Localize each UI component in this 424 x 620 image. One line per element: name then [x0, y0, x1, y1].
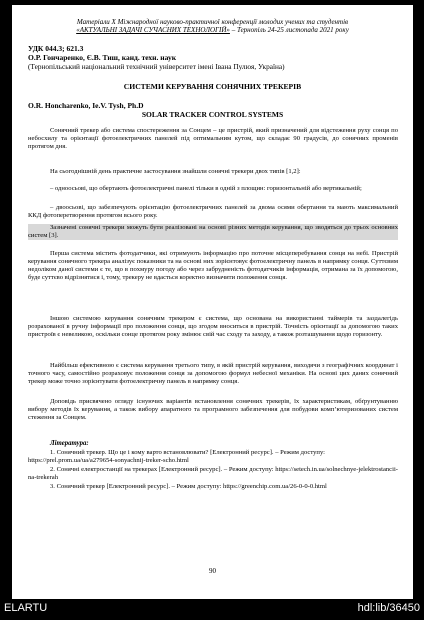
- conference-date: – Тернопіль 24-25 листопада 2021 року: [229, 26, 349, 34]
- affiliation: (Тернопільський національний технічний університет імені Івана Пулюя, Україна): [28, 62, 285, 71]
- page-number: 90: [209, 567, 216, 575]
- authors-en: O.R. Honcharenko, Ie.V. Tysh, Ph.D: [28, 101, 144, 110]
- list-item-dual-axis: – двоосьові, що забезпечують орієнтацію фотоелектричних панелей за двома осями обертання та мають максимальний ККД фотоперетворення протягом всього року.: [28, 204, 398, 220]
- paragraph-summary: Доповідь присвячено огляду існуючих варіантів встановлення сонячних трекерів, їх характеристикам, обґрунтуванню вибору методів їх керування, а також вибору апаратного та програмного забезпечення для побудови комп’ютеризованих систем стеження за Сонцем.: [28, 398, 398, 422]
- paragraph-control-methods: Зазначені сонячні трекери можуть бути реалізовані на основі різних методів керування, що зводяться до трьох основних систем [3].: [28, 224, 398, 240]
- handle-identifier: hdl:lib/36450: [357, 602, 420, 614]
- reference-item: 3. Сонячний трекер [Електронний ресурс]. – Режим доступу: https://greenchip.com.ua/26-0-0-0.html: [50, 483, 327, 490]
- title-en: SOLAR TRACKER CONTROL SYSTEMS: [141, 110, 284, 119]
- references-heading: Література:: [50, 440, 89, 447]
- title-ua: СИСТЕМИ КЕРУВАННЯ СОНЯЧНИХ ТРЕКЕРІВ: [123, 82, 302, 91]
- paragraph-second-system: Іншою системою керування сонячним трекером є система, що основана на використанні таймерів та заздалегідь розрахованої в ручну інформації про положення сонця, що згодом вноситься в пристрій. Точність орієнтації за допомогою таких пристроїв є невеликою, оскільки сонце протягом року змінює свій час сходу та заходу, а також розташування щодо горизонту.: [28, 315, 398, 339]
- list-item-single-axis: – одноосьові, що обертають фотоелектричні панелі тільки в одній з площин: горизонтальній або вертикальній;: [50, 185, 362, 192]
- paragraph-third-system: Найбільш ефективною є система керування третього типу, в якій пристрій керування, виходячи з географічних координат і точного часу, самостійно розраховує положення сонця за допомогою формул небесної механіки. На основі цих даних сонячний трекер може точно зорієнтувати фотоелектричну панель в напрямку сонця.: [28, 362, 398, 386]
- reference-item: 2. Сонячні електростанції на трекерах [Електронний ресурс]. – Режим доступу: https://setech.in.ua/solnechnye-jelektrostancii-na-trekerah: [28, 466, 398, 482]
- conference-header-line-2: [32, 27, 393, 35]
- udk-code: УДК 044.3; 621.3: [28, 44, 84, 53]
- authors-ua: О.Р. Гончаренко, Є.В. Тиш, канд. техн. наук: [28, 53, 177, 62]
- conference-header-line-1: Матеріали Х Міжнародної науково-практичної конференції молодих учених та студентів: [76, 18, 349, 26]
- paragraph-intro: Сонячний трекер або система спостереження за Сонцем – це пристрій, який призначений для відстеження руху сонця по небосхилу та орієнтації фотоелектричних панелей під оптимальним кутом, що складає 90 градусів, до сонячних променів протягом дня.: [28, 127, 398, 151]
- paragraph-first-system: Перша система містить фотодатчики, які отримують інформацію про поточне місцеперебування сонця на небі. Пристрій керування сонячного трекера аналізує показники та на основі них зорієнтовує фотоелектричну панель в напрямку сонця. Суттєвим недоліком даної системи є те, що в похмуру погоду або через забрудненість фотодатчиків інформація, отримана за їх допомогою, буде суттєво відрізнятися і, тому, трекеру не вдасться коректно визначити положення сонця.: [28, 250, 398, 282]
- reference-item: 1. Сонячний трекер. Що це і кому варто встановлювати? [Електронний ресурс]. – Режим доступу: https://prel.prom.ua/ua/a279654-sonyachnij-treker-scho.html: [28, 449, 325, 465]
- repository-footer: [0, 599, 424, 620]
- conference-name: «АКТУАЛЬНІ ЗАДАЧІ СУЧАСНИХ ТЕХНОЛОГІЙ»: [76, 26, 230, 34]
- repository-name: ELARTU: [4, 602, 48, 614]
- paragraph-types: На сьогоднішній день практичне застосування знайшли сонячні трекери двох типів [1,2]:: [50, 168, 301, 175]
- document-page: [12, 5, 413, 599]
